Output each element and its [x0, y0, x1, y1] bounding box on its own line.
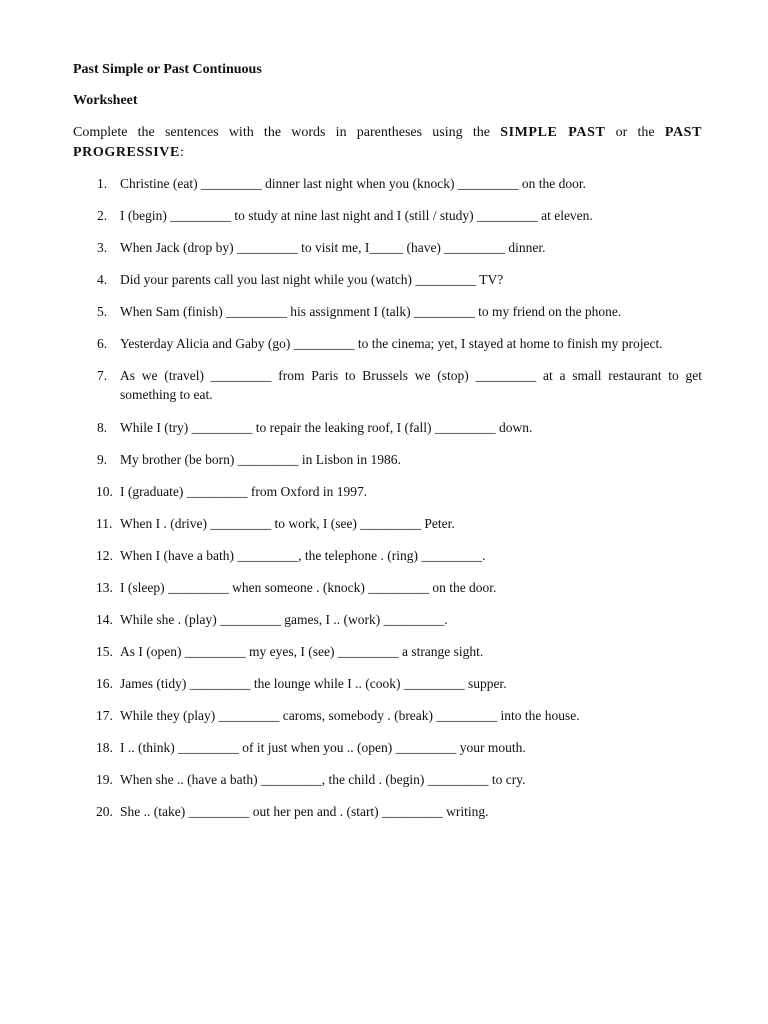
worksheet-subtitle: Worksheet [73, 93, 138, 108]
question-item [73, 706, 702, 725]
question-number: 12. [96, 548, 113, 563]
instructions-colon: : [179, 145, 184, 160]
question-number: 1. [97, 176, 108, 191]
question-text: As I (open) _________ my eyes, I (see) _________ a strange sight. [120, 644, 484, 659]
question-number: 14. [96, 612, 113, 627]
simple-past-term: SIMPLE PAST [500, 125, 606, 140]
question-text: When I (have a bath) _________, the telephone . (ring) _________. [120, 548, 486, 563]
question-text: While she . (play) _________ games, I .. (work) _________. [120, 612, 448, 627]
question-item [73, 238, 702, 257]
question-text: My brother (be born) _________ in Lisbon in 1986. [120, 452, 401, 467]
question-item [73, 366, 702, 404]
question-number: 13. [96, 580, 113, 595]
worksheet-title: Past Simple or Past Continuous [73, 62, 262, 77]
instructions-or: or the [605, 125, 665, 140]
question-number: 11. [96, 516, 113, 531]
question-number: 6. [97, 336, 108, 351]
question-list [73, 174, 702, 821]
question-item [73, 674, 702, 693]
question-item [73, 450, 702, 469]
question-item [73, 334, 702, 353]
question-item [73, 302, 702, 321]
question-item [73, 546, 702, 565]
question-text: While I (try) _________ to repair the leaking roof, I (fall) _________ down. [120, 420, 533, 435]
question-text: I .. (think) _________ of it just when you .. (open) _________ your mouth. [120, 740, 526, 755]
question-number: 18. [96, 740, 113, 755]
question-text: I (begin) _________ to study at nine last night and I (still / study) _________ at eleven. [120, 208, 593, 223]
instructions-text: Complete the sentences with the words in parentheses using the [73, 125, 501, 140]
question-number: 19. [96, 772, 113, 787]
instructions [73, 123, 702, 163]
question-item [73, 738, 702, 757]
question-number: 17. [96, 708, 113, 723]
question-number: 16. [96, 676, 113, 691]
question-text: Yesterday Alicia and Gaby (go) _________ to the cinema; yet, I stayed at home to finish my project. [120, 336, 663, 351]
question-item [73, 418, 702, 437]
past-progressive-term: PAST PROGRESSIVE [73, 125, 703, 160]
question-text: When I . (drive) _________ to work, I (see) _________ Peter. [120, 516, 455, 531]
question-item [73, 482, 702, 501]
question-number: 5. [97, 304, 108, 319]
question-item [73, 514, 702, 533]
question-item [73, 770, 702, 789]
question-number: 3. [97, 240, 108, 255]
question-text: As we (travel) _________ from Paris to Brussels we (stop) _________ at a small restaurant to get something to eat. [120, 368, 702, 402]
question-number: 4. [97, 272, 108, 287]
question-text: While they (play) _________ caroms, somebody . (break) _________ into the house. [120, 708, 580, 723]
question-number: 15. [96, 644, 113, 659]
question-number: 10. [96, 484, 113, 499]
question-item [73, 642, 702, 661]
question-item [73, 174, 702, 193]
question-number: 9. [97, 452, 108, 467]
question-text: She .. (take) _________ out her pen and . (start) _________ writing. [120, 804, 489, 819]
question-item [73, 610, 702, 629]
question-text: When Sam (finish) _________ his assignment I (talk) _________ to my friend on the phone. [120, 304, 622, 319]
question-text: Christine (eat) _________ dinner last night when you (knock) _________ on the door. [120, 176, 587, 191]
question-item [73, 206, 702, 225]
question-text: James (tidy) _________ the lounge while I .. (cook) _________ supper. [120, 676, 507, 691]
question-item [73, 270, 702, 289]
question-text: When she .. (have a bath) _________, the child . (begin) _________ to cry. [120, 772, 526, 787]
question-number: 20. [96, 804, 113, 819]
question-number: 7. [97, 368, 108, 383]
question-number: 8. [97, 420, 108, 435]
question-item [73, 578, 702, 597]
question-number: 2. [97, 208, 108, 223]
question-text: I (sleep) _________ when someone . (knock) _________ on the door. [120, 580, 497, 595]
question-text: Did your parents call you last night while you (watch) _________ TV? [120, 272, 504, 287]
question-item [73, 802, 702, 821]
question-text: I (graduate) _________ from Oxford in 1997. [120, 484, 368, 499]
question-text: When Jack (drop by) _________ to visit me, I_____ (have) _________ dinner. [120, 240, 546, 255]
